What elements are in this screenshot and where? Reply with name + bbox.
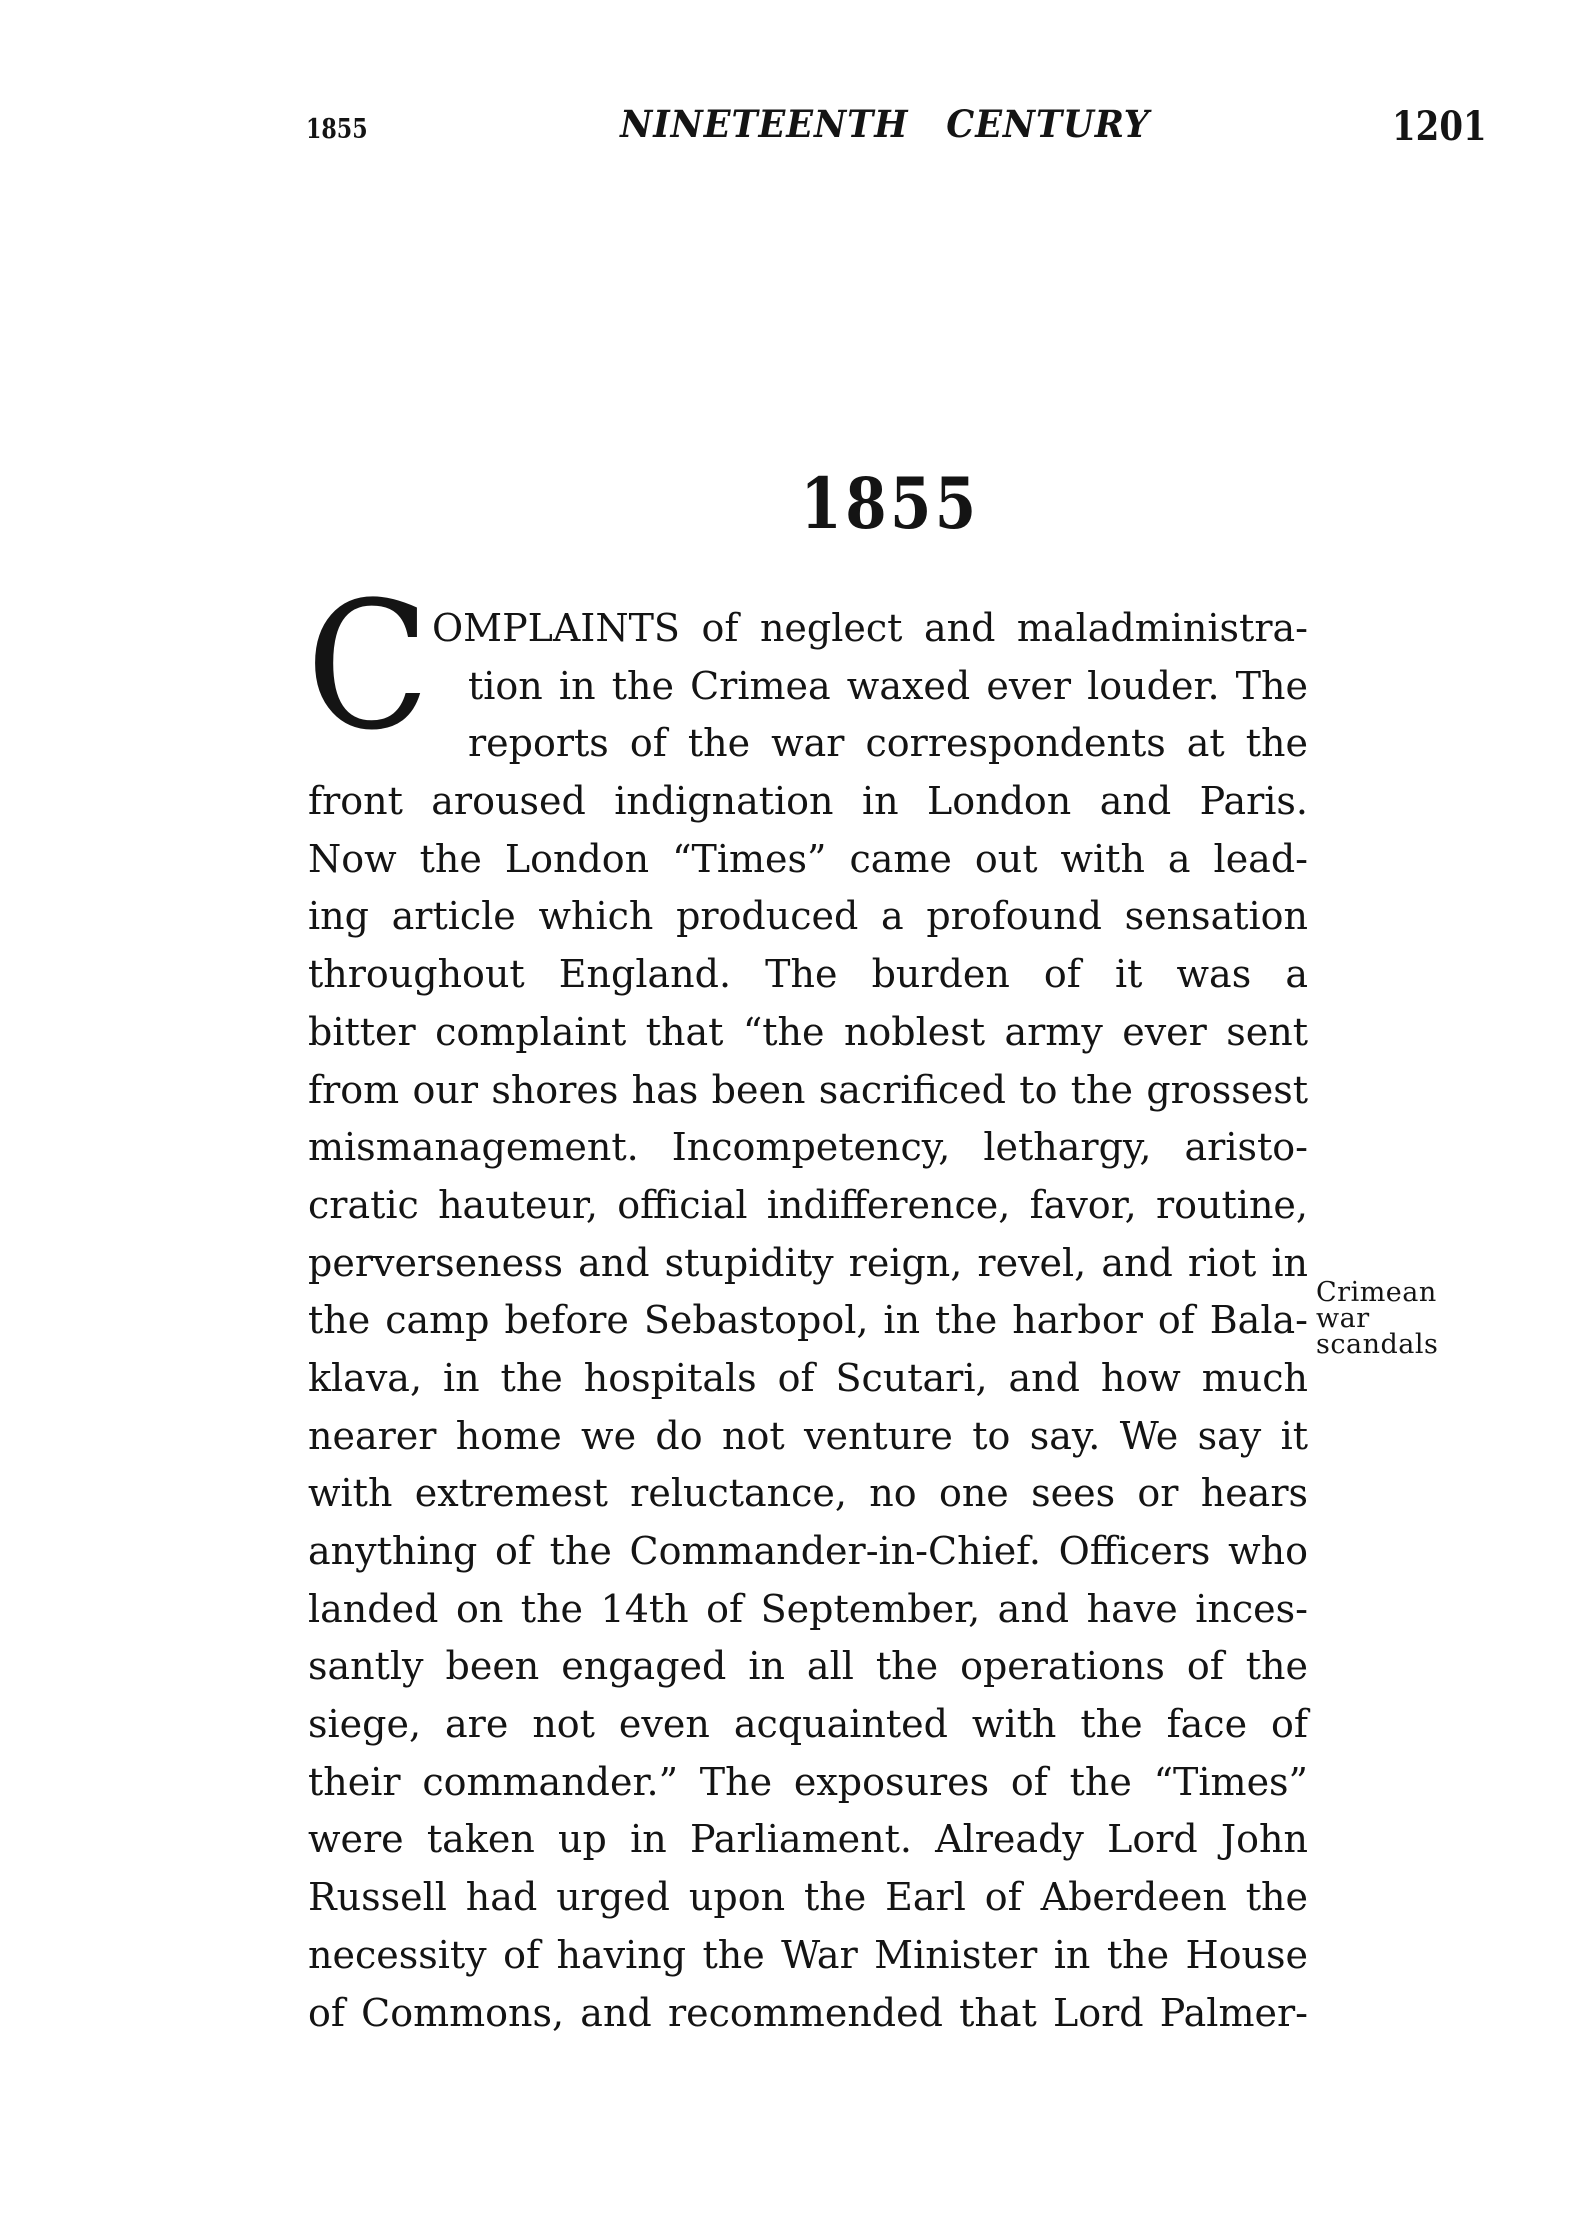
text-line: throughout England. The burden of it was a xyxy=(308,952,1308,997)
text-line: landed on the 14th of September, and have inces- xyxy=(308,1586,1308,1631)
text-line: perverseness and stupidity reign, revel, and riot in xyxy=(308,1240,1308,1285)
text-line: bitter complaint that “the noblest army ever sent xyxy=(308,1009,1308,1054)
text-line: reports of the war correspondents at the xyxy=(468,721,1308,766)
body-text xyxy=(306,564,1308,2042)
drop-cap: C xyxy=(306,564,430,769)
margin-note-line: war xyxy=(1316,1303,1370,1334)
text-line: front aroused indignation in London and Paris. xyxy=(308,779,1308,824)
text-lines xyxy=(306,564,1308,2042)
text-line: santly been engaged in all the operations of the xyxy=(308,1644,1308,1689)
text-line: with extremest reluctance, no one sees or hears xyxy=(308,1471,1308,1516)
text-line: siege, are not even acquainted with the face of xyxy=(308,1702,1308,1747)
running-title: NINETEENTH CENTURY xyxy=(620,102,1150,146)
text-line: tion in the Crimea waxed ever louder. The xyxy=(468,663,1308,708)
text-line: cratic hauteur, official indifference, favor, routine, xyxy=(308,1182,1308,1227)
text-line: their commander.” The exposures of the “Times” xyxy=(308,1759,1308,1804)
text-line: Now the London “Times” came out with a lead- xyxy=(308,836,1308,881)
text-line: nearer home we do not venture to say. We say it xyxy=(308,1413,1308,1458)
page-number: 1201 xyxy=(1392,103,1487,150)
margin-note-line: scandals xyxy=(1316,1329,1439,1360)
text-line: were taken up in Parliament. Already Lord John xyxy=(308,1817,1308,1862)
text-line: necessity of having the War Minister in the House xyxy=(308,1932,1308,1977)
margin-note-line: Crimean xyxy=(1316,1277,1437,1308)
text-line: of Commons, and recommended that Lord Palmer- xyxy=(308,1990,1308,2035)
text-line: ing article which produced a profound sensation xyxy=(308,894,1308,939)
text-line: from our shores has been sacrificed to the grossest xyxy=(308,1067,1308,1112)
header-year: 1855 xyxy=(306,114,368,145)
text-line: mismanagement. Incompetency, lethargy, aristo- xyxy=(308,1125,1308,1170)
chapter-title: 1855 xyxy=(800,462,980,545)
margin-note xyxy=(1316,1277,1486,1360)
text-line: klava, in the hospitals of Scutari, and how much xyxy=(308,1355,1308,1400)
text-line: anything of the Commander-in-Chief. Officers who xyxy=(308,1529,1308,1573)
text-line: OMPLAINTS of neglect and maladministra- xyxy=(432,606,1308,650)
text-line: the camp before Sebastopol, in the harbor of Bala- xyxy=(308,1298,1308,1343)
text-line: Russell had urged upon the Earl of Aberdeen the xyxy=(308,1875,1308,1920)
